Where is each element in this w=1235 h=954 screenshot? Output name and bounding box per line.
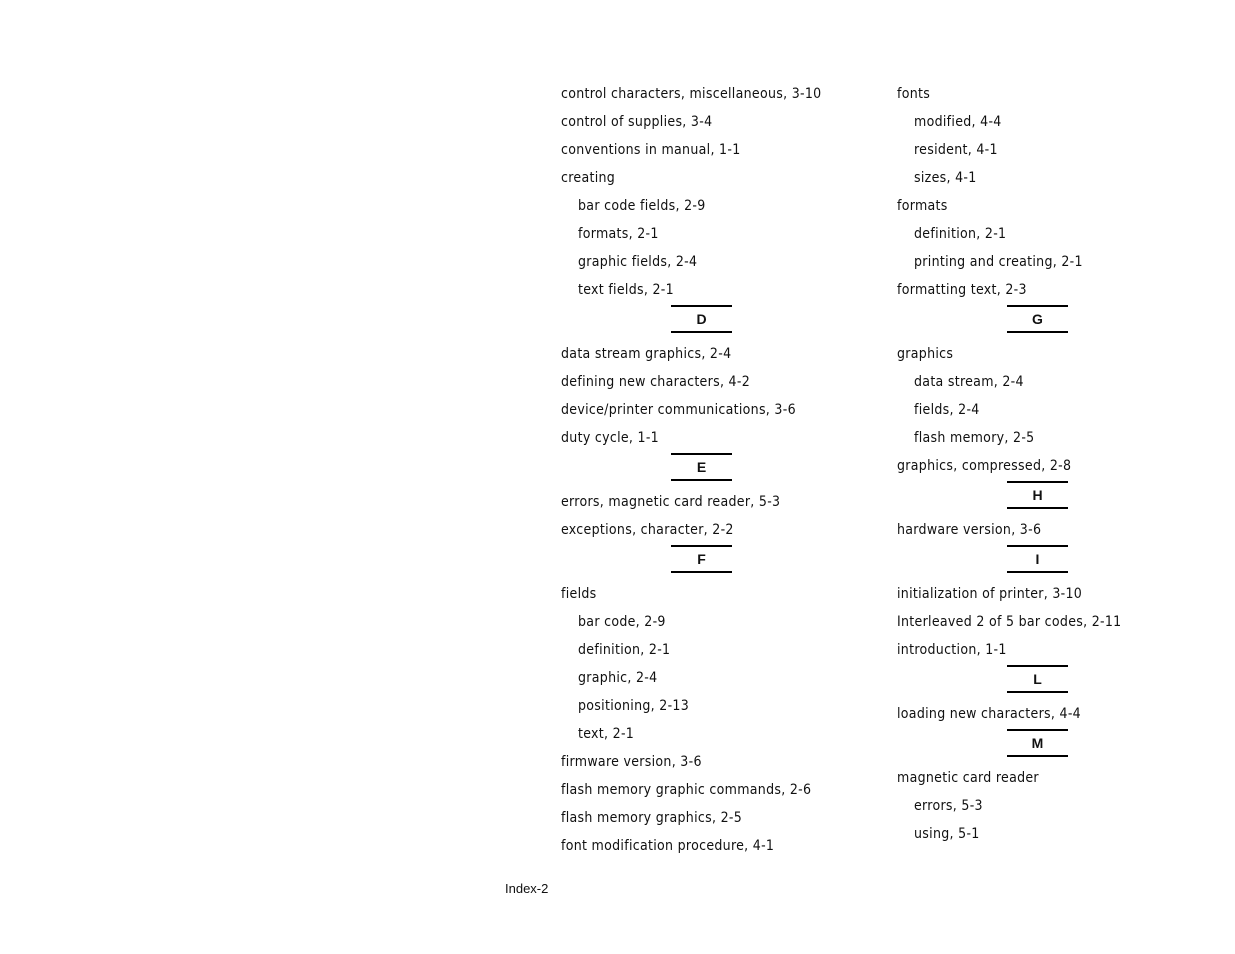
index-entry: introduction, 1-1 bbox=[897, 642, 1007, 658]
index-subentry: sizes, 4-1 bbox=[914, 170, 977, 186]
index-entry: firmware version, 3-6 bbox=[561, 754, 702, 770]
letter-section-header bbox=[897, 304, 1217, 340]
letter-section-header bbox=[561, 452, 881, 488]
index-subentry: positioning, 2-13 bbox=[578, 698, 690, 714]
index-subentry: using, 5-1 bbox=[914, 826, 980, 842]
index-subentry: bar code, 2-9 bbox=[578, 614, 666, 630]
letter-section-header bbox=[897, 728, 1217, 764]
page-number: Index-2 bbox=[505, 881, 549, 896]
index-entry: flash memory graphic commands, 2-6 bbox=[561, 782, 812, 798]
letter-section-header bbox=[561, 544, 881, 580]
index-subentry: formats, 2-1 bbox=[578, 226, 659, 242]
index-entry: graphics bbox=[897, 346, 954, 362]
index-entry: exceptions, character, 2-2 bbox=[561, 522, 734, 538]
index-subentry: printing and creating, 2-1 bbox=[914, 254, 1083, 270]
index-subentry: bar code fields, 2-9 bbox=[578, 198, 706, 214]
section-letter: I bbox=[1007, 545, 1068, 573]
index-subentry: definition, 2-1 bbox=[914, 226, 1007, 242]
index-subentry: errors, 5-3 bbox=[914, 798, 983, 814]
index-entry: font modification procedure, 4-1 bbox=[561, 838, 775, 854]
section-letter: L bbox=[1007, 665, 1068, 693]
section-letter: D bbox=[671, 305, 732, 333]
index-entry: creating bbox=[561, 170, 616, 186]
index-entry: defining new characters, 4-2 bbox=[561, 374, 751, 390]
index-entry: loading new characters, 4-4 bbox=[897, 706, 1081, 722]
index-subentry: resident, 4-1 bbox=[914, 142, 998, 158]
index-subentry: data stream, 2-4 bbox=[914, 374, 1024, 390]
index-subentry: modified, 4-4 bbox=[914, 114, 1002, 130]
index-entry: fonts bbox=[897, 86, 931, 102]
index-entry: data stream graphics, 2-4 bbox=[561, 346, 732, 362]
index-entry: graphics, compressed, 2-8 bbox=[897, 458, 1072, 474]
index-subentry: graphic fields, 2-4 bbox=[578, 254, 698, 270]
section-letter: E bbox=[671, 453, 732, 481]
letter-section-header bbox=[897, 480, 1217, 516]
index-left-column bbox=[561, 80, 881, 860]
section-letter: H bbox=[1007, 481, 1068, 509]
letter-section-header bbox=[561, 304, 881, 340]
index-entry: Interleaved 2 of 5 bar codes, 2-11 bbox=[897, 614, 1122, 630]
index-entry: errors, magnetic card reader, 5-3 bbox=[561, 494, 781, 510]
index-entry: device/printer communications, 3-6 bbox=[561, 402, 796, 418]
index-entry: flash memory graphics, 2-5 bbox=[561, 810, 743, 826]
index-subentry: text fields, 2-1 bbox=[578, 282, 674, 298]
index-entry: duty cycle, 1-1 bbox=[561, 430, 659, 446]
index-entry: formats bbox=[897, 198, 948, 214]
index-subentry: definition, 2-1 bbox=[578, 642, 671, 658]
index-entry: fields bbox=[561, 586, 597, 602]
index-subentry: flash memory, 2-5 bbox=[914, 430, 1035, 446]
letter-section-header bbox=[897, 664, 1217, 700]
index-entry: hardware version, 3-6 bbox=[897, 522, 1042, 538]
index-subentry: graphic, 2-4 bbox=[578, 670, 658, 686]
section-letter: M bbox=[1007, 729, 1068, 757]
index-entry: conventions in manual, 1-1 bbox=[561, 142, 741, 158]
index-entry: control characters, miscellaneous, 3-10 bbox=[561, 86, 822, 102]
section-letter: G bbox=[1007, 305, 1068, 333]
index-entry: formatting text, 2-3 bbox=[897, 282, 1027, 298]
index-entry: control of supplies, 3-4 bbox=[561, 114, 713, 130]
index-right-column bbox=[897, 80, 1217, 848]
index-entry: initialization of printer, 3-10 bbox=[897, 586, 1083, 602]
index-subentry: text, 2-1 bbox=[578, 726, 635, 742]
index-entry: magnetic card reader bbox=[897, 770, 1039, 786]
index-subentry: fields, 2-4 bbox=[914, 402, 980, 418]
letter-section-header bbox=[897, 544, 1217, 580]
section-letter: F bbox=[671, 545, 732, 573]
